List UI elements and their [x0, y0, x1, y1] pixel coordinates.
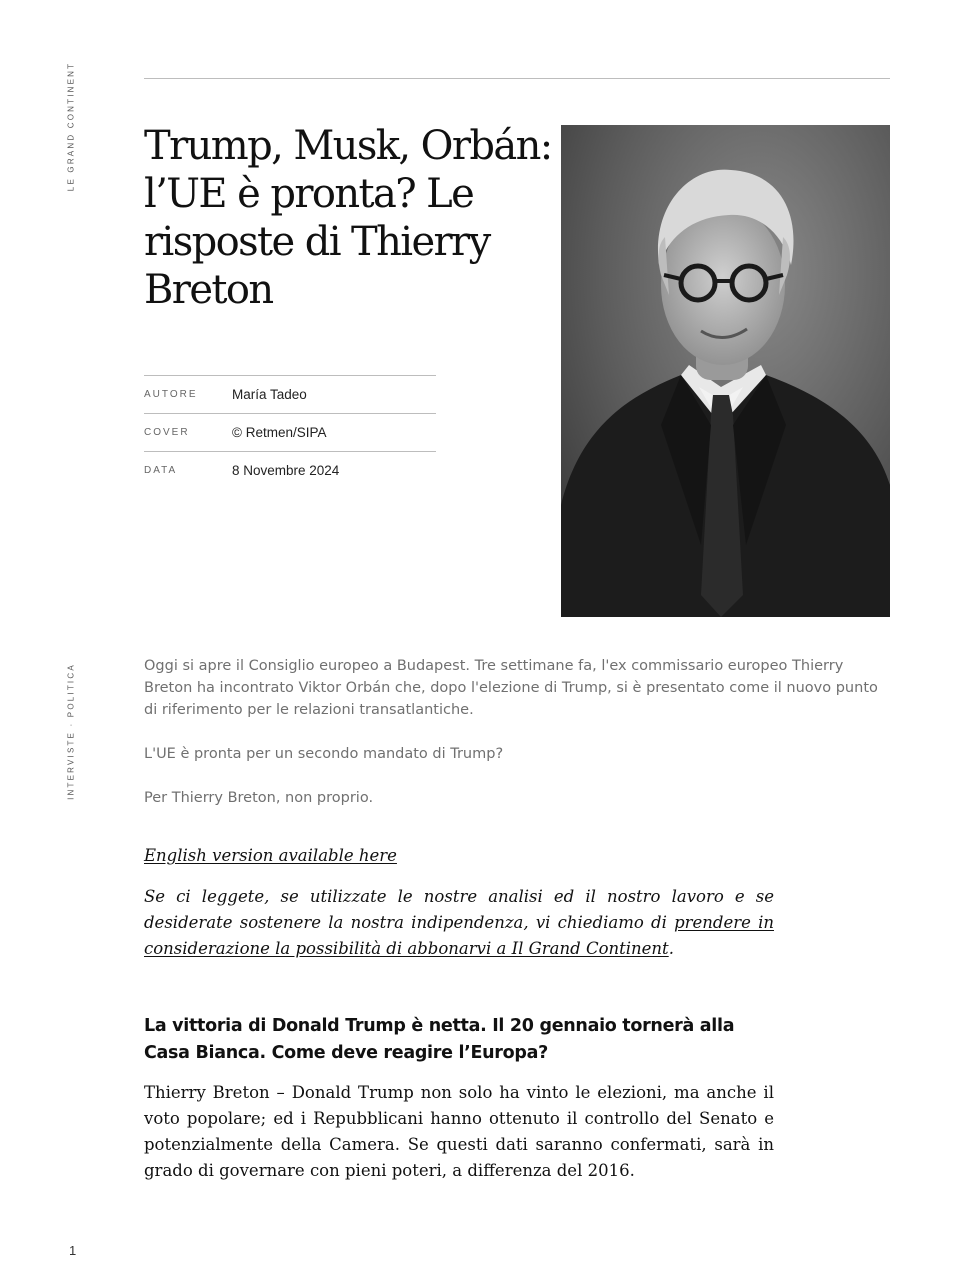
article-intro: [144, 655, 884, 831]
meta-row-date: [144, 451, 436, 489]
article-title: Trump, Musk, Orbán: l’UE è pronta? Le risposte di Thierry Breton: [144, 123, 552, 313]
english-version-link[interactable]: English version available here: [144, 846, 397, 865]
intro-paragraph: Oggi si apre il Consiglio europeo a Budapest. Tre settimane fa, l'ex commissario europeo Thierry Breton ha incontrato Viktor Orbán che, dopo l'elezione di Trump, si è presentato come il nuovo punto di riferimento per le relazioni transatlantiche.: [144, 658, 878, 718]
intro-paragraph: Per Thierry Breton, non proprio.: [144, 790, 374, 806]
meta-label: AUTORE: [144, 389, 198, 400]
meta-label: COVER: [144, 427, 190, 438]
meta-row-cover: [144, 413, 436, 451]
publication-date: 8 Novembre 2024: [232, 463, 340, 478]
cover-photo: [561, 125, 890, 617]
portrait-illustration: [561, 125, 890, 617]
category-label: INTERVISTE · POLITICA: [66, 663, 76, 800]
meta-row-author: [144, 375, 436, 413]
publication-name: LE GRAND CONTINENT: [66, 61, 76, 192]
interview-answer: Thierry Breton – Donald Trump non solo ha vinto le elezioni, ma anche il voto popolare; ed i Repubblicani hanno ottenuto il controllo del Senato e potenzialmente della Camera. Se questi dati saranno confermati, sarà in grado di governare con pieni poteri, a differenza del 2016.: [144, 1083, 774, 1180]
intro-paragraph: L'UE è pronta per un secondo mandato di Trump?: [144, 746, 504, 762]
author-name[interactable]: María Tadeo: [232, 387, 307, 402]
cover-credit: © Retmen/SIPA: [232, 425, 327, 440]
subscribe-link[interactable]: prendere in considerazione la possibilità di abbonarvi a Il Grand Continent: [144, 913, 774, 958]
article-meta: [144, 375, 436, 489]
support-text: Se ci leggete, se utilizzate le nostre analisi ed il nostro lavoro e se desiderate sostenere la nostra indipendenza, vi chiediamo di: [144, 887, 774, 932]
meta-label: DATA: [144, 465, 178, 476]
subscription-appeal: [144, 884, 774, 962]
top-divider: [144, 78, 890, 79]
page-number: 1: [69, 1243, 77, 1258]
support-text-end: .: [668, 939, 674, 958]
interview-question: La vittoria di Donald Trump è netta. Il 20 gennaio tornerà alla Casa Bianca. Come deve reagire l’Europa?: [144, 1016, 735, 1063]
